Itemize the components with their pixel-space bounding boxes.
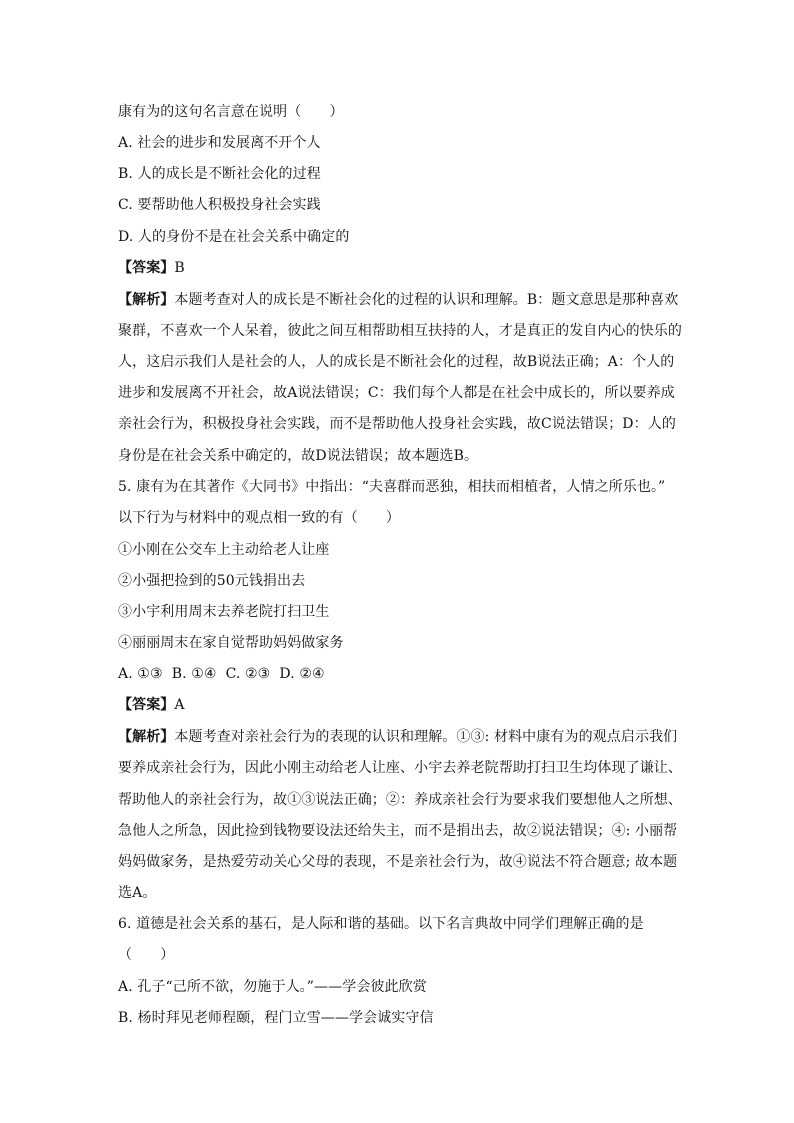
q5-analysis-line: 帮助他人的亲社会行为，故①③说法正确；②：养成亲社会行为要求我们要想他人之所想、: [118, 792, 682, 808]
analysis-label: 【解析】: [118, 292, 175, 308]
q5-analysis-line: 妈妈做家务，是热爱劳动关心父母的表现，不是亲社会行为，故④说法不符合题意; 故本题: [118, 854, 678, 870]
q4-analysis-line: 进步和发展离不开社会，故A说法错误；C：我们每个人都是在社会中成长的，所以要养成: [118, 385, 675, 401]
q5-analysis-line: 选A。: [118, 885, 157, 901]
answer-value: A: [174, 697, 185, 713]
q4-analysis-line: 【解析】本题考查对人的成长是不断社会化的过程的认识和理解。B：题文意思是那种喜欢: [118, 292, 679, 308]
q5-answer: [118, 695, 678, 715]
q4-stem: 康有为的这句名言意在说明（ ）: [118, 104, 344, 120]
q5-analysis-line: 急他人之所急，因此捡到钱物要设法还给失主，而不是捐出去，故②说法错误；④: 小丽帮: [118, 823, 678, 839]
q6-option-a: A. 孔子“己所不欲，勿施于人。”——学会彼此欣赏: [118, 979, 427, 995]
analysis-label: 【解析】: [118, 729, 175, 745]
q4-analysis-line: 身份是在社会关系中确定的，故D说法错误；故本题选B。: [118, 448, 479, 464]
q4-analysis-line: 人，这启示我们人是社会的人，人的成长是不断社会化的过程，故B说法正确；A：个人的: [118, 354, 675, 370]
q6-option-b: B. 杨时拜见老师程颐，程门立雪——学会诚实守信: [118, 1010, 434, 1026]
q4-option-a: A. 社会的进步和发展离不开个人: [118, 135, 321, 151]
q5-options: A. ①③ B. ①④ C. ②③ D. ②④: [118, 666, 325, 682]
q5-analysis-line: 【解析】本题考查对亲社会行为的表现的认识和理解。①③: 材料中康有为的观点启示我们: [118, 729, 678, 745]
q6-stem: 6. 道德是社会关系的基石，是人际和谐的基础。以下名言典故中同学们理解正确的是: [118, 916, 644, 932]
q4-analysis-line: 亲社会行为，积极投身社会实践，而不是帮助他人投身社会实践，故C说法错误；D：人的: [118, 416, 676, 432]
q5-item: ②小强把捡到的50元钱捐出去: [118, 573, 306, 589]
answer-label: 【答案】: [118, 697, 175, 713]
q4-analysis-line: 聚群，不喜欢一个人呆着，彼此之间互相帮助相互扶持的人，才是真正的发自内心的快乐的: [118, 323, 682, 339]
answer-label: 【答案】: [118, 260, 175, 276]
q4-option-d: D. 人的身份不是在社会关系中确定的: [118, 229, 350, 245]
q4-option-c: C. 要帮助他人积极投身社会实践: [118, 197, 321, 213]
q5-stem: 以下行为与材料中的观点相一致的有（ ）: [118, 510, 400, 526]
q5-stem: 5. 康有为在其著作《大同书》中指出：“夫喜群而恶独，相扶而相植者，人情之所乐也。”: [118, 479, 666, 495]
q5-item: ④丽丽周末在家自觉帮助妈妈做家务: [118, 635, 344, 651]
q6-stem: （ ）: [118, 947, 175, 963]
q5-item: ①小刚在公交车上主动给老人让座: [118, 542, 330, 558]
q4-option-b: B. 人的成长是不断社会化的过程: [118, 166, 321, 182]
q5-analysis-line: 要养成亲社会行为，因此小刚主动给老人让座、小宇去养老院帮助打扫卫生均体现了谦让、: [118, 760, 682, 776]
q4-answer: [118, 258, 678, 278]
answer-value: B: [174, 260, 185, 276]
q5-item: ③小宇利用周末去养老院打扫卫生: [118, 604, 330, 620]
